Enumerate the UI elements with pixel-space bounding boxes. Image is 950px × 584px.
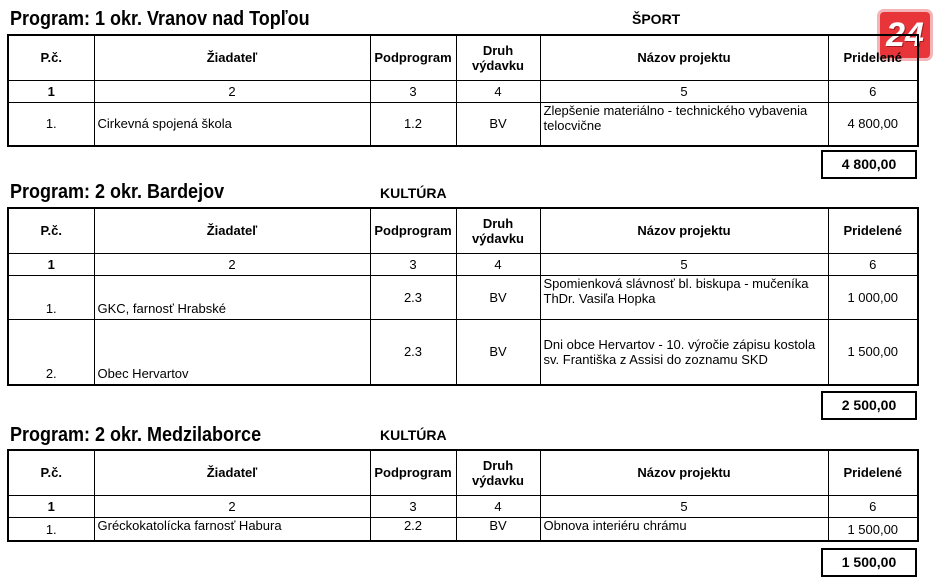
grant-table [7, 449, 919, 542]
table-row [8, 102, 918, 146]
row-project: Dni obce Hervartov - 10. výročie zápisu kostola sv. Františka z Assisi do zoznamu SKD [540, 319, 828, 385]
col-number: 4 [456, 253, 540, 275]
row-num: 1. [8, 102, 94, 146]
row-num: 1. [8, 275, 94, 319]
col-number: 3 [370, 495, 456, 517]
col-number: 2 [94, 495, 370, 517]
row-applicant: Obec Hervartov [94, 319, 370, 385]
row-granted: 1 000,00 [828, 275, 918, 319]
row-applicant: Gréckokatolícka farnosť Habura [94, 517, 370, 541]
col-project-header: Názov projektu [540, 450, 828, 495]
row-num: 2. [8, 319, 94, 385]
col-number: 2 [94, 80, 370, 102]
col-project-header: Názov projektu [540, 208, 828, 253]
col-type-header: Druh výdavku [456, 450, 540, 495]
program-category: ŠPORT [632, 11, 681, 27]
col-number: 3 [370, 80, 456, 102]
col-number: 5 [540, 495, 828, 517]
row-subprogram: 2.2 [370, 517, 456, 541]
header-row [8, 450, 918, 495]
col-number: 5 [540, 253, 828, 275]
row-granted: 1 500,00 [828, 319, 918, 385]
row-project: Obnova interiéru chrámu [540, 517, 828, 541]
col-number: 4 [456, 80, 540, 102]
col-number: 6 [828, 495, 918, 517]
col-number: 1 [8, 253, 94, 275]
row-project: Spomienková slávnosť bl. biskupa - mučeníka ThDr. Vasiľa Hopka [540, 275, 828, 319]
column-number-row [8, 495, 918, 517]
header-row [8, 35, 918, 80]
col-number: 4 [456, 495, 540, 517]
col-subprogram-header: Podprogram [370, 450, 456, 495]
row-type: BV [456, 275, 540, 319]
col-num-header: P.č. [8, 35, 94, 80]
col-number: 2 [94, 253, 370, 275]
col-number: 3 [370, 253, 456, 275]
col-type-header: Druh výdavku [456, 208, 540, 253]
program-category: KULTÚRA [380, 427, 447, 443]
row-type: BV [456, 517, 540, 541]
row-applicant: GKC, farnosť Hrabské [94, 275, 370, 319]
col-subprogram-header: Podprogram [370, 35, 456, 80]
row-granted: 1 500,00 [828, 517, 918, 541]
col-subprogram-header: Podprogram [370, 208, 456, 253]
header-row [8, 208, 918, 253]
col-num-header: P.č. [8, 208, 94, 253]
section-total: 2 500,00 [821, 391, 917, 420]
row-granted: 4 800,00 [828, 102, 918, 146]
col-applicant-header: Žiadateľ [94, 35, 370, 80]
col-granted-header: Pridelené [828, 208, 918, 253]
col-num-header: P.č. [8, 450, 94, 495]
col-applicant-header: Žiadateľ [94, 450, 370, 495]
grant-table [7, 207, 919, 386]
grant-table [7, 34, 919, 147]
program-category: KULTÚRA [380, 185, 447, 201]
row-type: BV [456, 102, 540, 146]
column-number-row [8, 253, 918, 275]
program-heading: Program: 2 okr. Bardejov [10, 181, 225, 203]
col-project-header: Názov projektu [540, 35, 828, 80]
row-subprogram: 2.3 [370, 275, 456, 319]
row-subprogram: 2.3 [370, 319, 456, 385]
section-total: 4 800,00 [821, 150, 917, 179]
table-row [8, 517, 918, 541]
col-number: 5 [540, 80, 828, 102]
program-heading: Program: 1 okr. Vranov nad Topľou [10, 8, 310, 30]
col-granted-header: Pridelené [828, 35, 918, 80]
row-applicant: Cirkevná spojená škola [94, 102, 370, 146]
col-applicant-header: Žiadateľ [94, 208, 370, 253]
col-type-header: Druh výdavku [456, 35, 540, 80]
col-number: 6 [828, 253, 918, 275]
table-row [8, 275, 918, 319]
col-granted-header: Pridelené [828, 450, 918, 495]
table-row [8, 319, 918, 385]
col-number: 1 [8, 495, 94, 517]
row-type: BV [456, 319, 540, 385]
row-num: 1. [8, 517, 94, 541]
col-number: 6 [828, 80, 918, 102]
col-number: 1 [8, 80, 94, 102]
logo-text: 24 [886, 15, 924, 54]
column-number-row [8, 80, 918, 102]
program-heading: Program: 2 okr. Medzilaborce [10, 424, 262, 446]
section-total: 1 500,00 [821, 548, 917, 577]
row-subprogram: 1.2 [370, 102, 456, 146]
row-project: Zlepšenie materiálno - technického vybavenia telocvične [540, 102, 828, 146]
